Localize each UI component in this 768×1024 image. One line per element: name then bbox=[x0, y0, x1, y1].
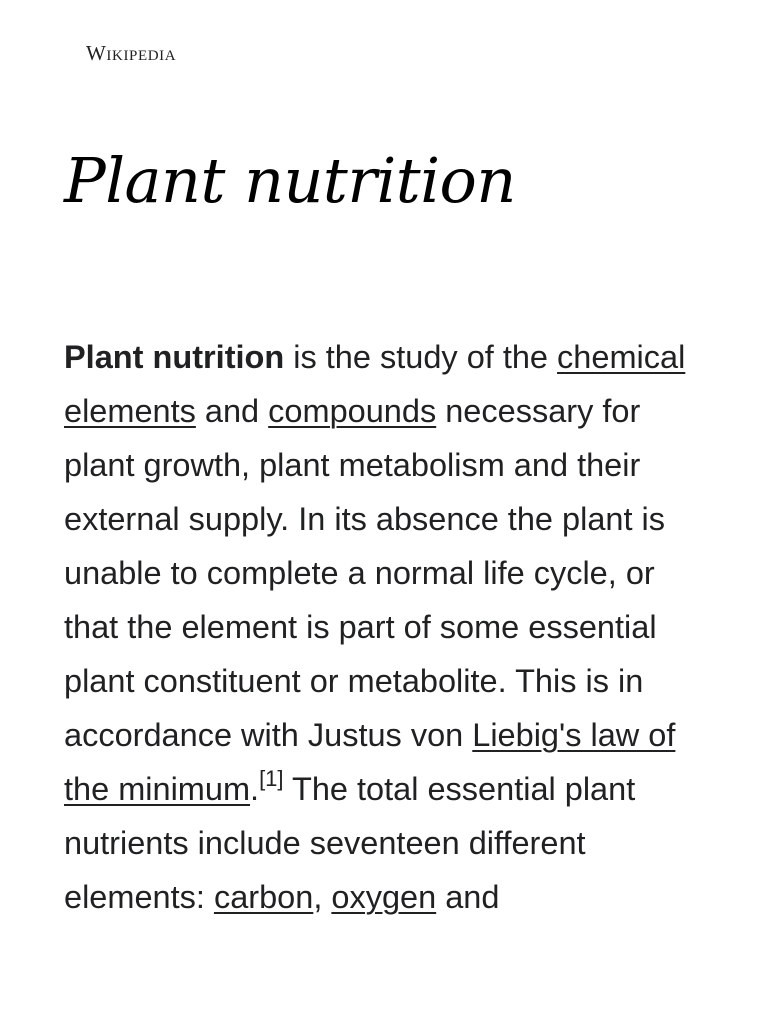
link-compounds[interactable]: compounds bbox=[268, 393, 437, 429]
citation-superscript bbox=[259, 766, 283, 791]
intro-text: is the study of the bbox=[284, 339, 558, 375]
intro-text: . bbox=[250, 771, 260, 807]
intro-text: and bbox=[436, 879, 500, 915]
site-header bbox=[86, 38, 176, 68]
wikipedia-wordmark-logo[interactable]: Wikipedia bbox=[86, 41, 177, 65]
link-chemical-elements[interactable]: chemical elements bbox=[64, 339, 686, 429]
page-title: Plant nutrition bbox=[64, 144, 516, 217]
intro-text: necessary for plant growth, plant metabolism and their external supply. In its absence the plant is unable to complete a normal life cycle, or that the element is part of some essential plant constituent or metabolite. This is in accordance with Justus von bbox=[64, 393, 665, 753]
intro-paragraph bbox=[64, 330, 704, 924]
link-oxygen[interactable]: oxygen bbox=[331, 879, 437, 915]
link-carbon[interactable]: carbon bbox=[213, 879, 314, 915]
article-body bbox=[64, 330, 704, 924]
intro-text: and bbox=[195, 393, 269, 429]
bold-term: Plant nutrition bbox=[64, 339, 285, 375]
link-liebigs-law[interactable]: Liebig's law of the minimum bbox=[64, 717, 676, 807]
intro-text: The total essential plant nutrients include seventeen different elements: bbox=[64, 771, 636, 915]
citation-link-1[interactable]: [1] bbox=[259, 766, 284, 791]
intro-text: , bbox=[313, 879, 332, 915]
